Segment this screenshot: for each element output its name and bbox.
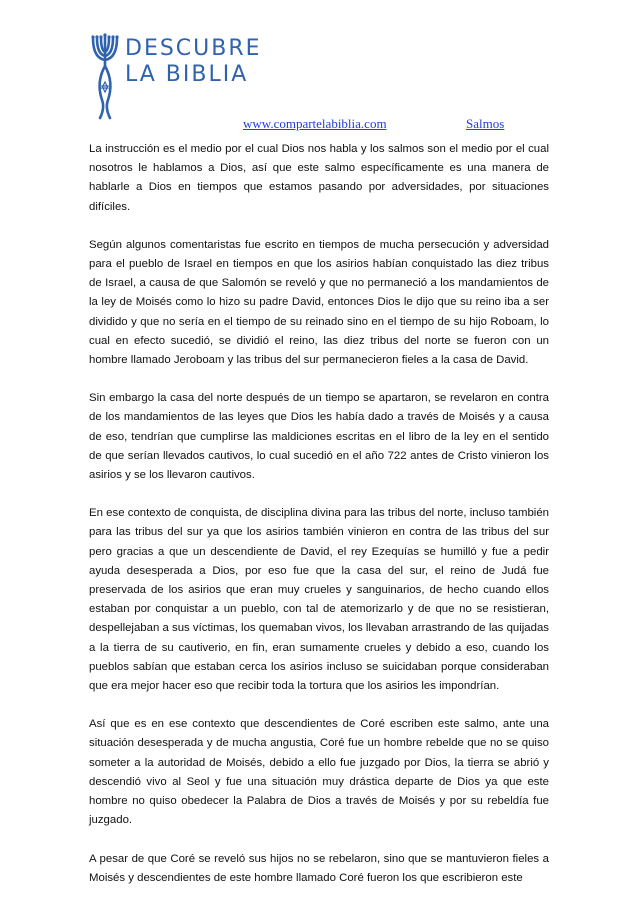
brand-line-2: LA BIBLIA: [125, 62, 249, 87]
paragraph: En ese contexto de conquista, de disciplina divina para las tribus del norte, incluso también para las tribus del sur ya que los asirios también vinieron en contra de las tribus del sur pero gracias a que un descendiente de David, el rey Ezequías se humilló y fue a pedir ayuda desesperada a Dios, por eso fue que la casa del sur, el reino de Judá fue preservada de los asirios que eran muy crueles y sanguinarios, de hecho cuando ellos estaban por conquistar a un pueblo, con tal de atemorizarlo y de que no se resistieran, despellejaban a sus víctimas, los quemaban vivos, los llevaban arrastrando de las quijadas a la tierra de su cautiverio, en fin, eran sumamente crueles y debido a eso, cuando los pueblos sabían que estaban cerca los asirios incluso se suicidaban porque consideraban que era mejor hacer eso que recibir toda la tortura que los asirios les impondrían.: [89, 507, 549, 693]
website-link[interactable]: www.compartelabiblia.com: [243, 116, 387, 131]
paragraph: La instrucción es el medio por el cual Dios nos habla y los salmos son el medio por el cual nosotros le hablamos a Dios, así que este salmo específicamente es una manera de hablarle a Dios en tiempos que estamos pasando por adversidades, por situaciones difíciles.: [89, 143, 549, 213]
header-links: [0, 116, 638, 134]
brand-line-1: DESCUBRE: [125, 36, 262, 61]
article-body: [89, 140, 549, 907]
paragraph: Así que es en ese contexto que descendientes de Coré escriben este salmo, ante una situación desesperada y de mucha angustia, Coré fue un hombre rebelde que no se quiso someter a la autoridad de Moisés, debido a ello fue juzgado por Dios, la tierra se abrió y descendió vivo al Seol y fue una situación muy drástica departe de Dios ya que este hombre no quiso obedecer la Palabra de Dios a través de Moisés y por su rebeldía fue juzgado.: [89, 718, 549, 827]
paragraph: Sin embargo la casa del norte después de un tiempo se apartaron, se revelaron en contra de los mandamientos de las leyes que Dios les había dado a través de Moisés y a causa de eso, tendrían que cumplirse las maldiciones escritas en el libro de la ley en el sentido de que serían llevados cautivos, lo cual sucedió en el año 722 antes de Cristo vinieron los asirios y se los llevaron cautivos.: [89, 392, 549, 482]
salmos-link[interactable]: Salmos: [466, 116, 505, 131]
paragraph: Según algunos comentaristas fue escrito en tiempos de mucha persecución y adversidad para el pueblo de Israel en tiempos en que los asirios habían conquistado las diez tribus de Israel, a causa de que Salomón se reveló y que no permaneció a los mandamientos de la ley de Moisés como lo hizo su padre David, entonces Dios le dijo que su reino iba a ser dividido y que no sería en el tiempo de su reinado sino en el tiempo de su hijo Roboam, lo cual en efecto sucedió, se dividió el reino, las diez tribus del norte se fueron con un hombre llamado Jeroboam y las tribus del sur permanecieron fieles a la casa de David.: [89, 238, 549, 367]
paragraph: A pesar de que Coré se reveló sus hijos no se rebelaron, sino que se mantuvieron fieles a Moisés y descendientes de este hombre llamado Coré fueron los que escribieron este: [89, 852, 549, 884]
brand-wordmark: [125, 36, 262, 88]
